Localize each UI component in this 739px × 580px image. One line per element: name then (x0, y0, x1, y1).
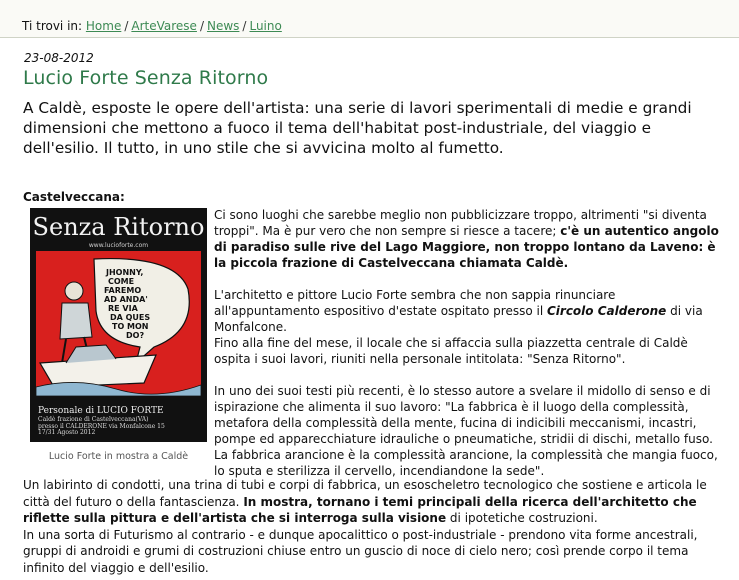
paragraph (23, 477, 723, 527)
poster-title: Senza Ritorno (32, 213, 205, 241)
breadcrumb (0, 0, 739, 38)
image-caption: Lucio Forte in mostra a Caldè (48, 451, 189, 462)
breadcrumb-prefix: Ti trovi in: (22, 19, 83, 33)
breadcrumb-separator: / (242, 19, 247, 33)
paragraph: In una sorta di Futurismo al contrario - e dunque apocalittico o post-industriale - prendono vita forme ancestrali, gruppi di androidi e grumi di costruzioni chiuse entro un guscio di noce di cielo nero; così prende corpo il tema infinito del viaggio e dell'esilio. (23, 527, 698, 575)
breadcrumb-link-home[interactable]: Home (85, 19, 122, 33)
svg-text:JHONNY, COME F: JHONNY, COME FAREMO AD ANDA' RE VIA DA QUES TO MON DO? (104, 268, 151, 340)
paragraph (214, 207, 719, 271)
poster-artwork (36, 251, 201, 396)
poster-line-dates: 17/31 Agosto 2012 (38, 429, 96, 436)
paragraph-bold-text: c'è un autentico angolo di paradiso sulle rive del Lago Maggiore, non troppo lontano da Laveno: è la piccola frazione di Castelveccana chiamata Caldè. (214, 224, 719, 270)
article-image[interactable] (30, 208, 207, 442)
article-body-full (23, 477, 723, 576)
paragraph: Fino alla fine del mese, il locale che si affaccia sulla piazzetta centrale di Caldè ospita i suoi lavori, riuniti nella personale intitolata: "Senza Ritorno". (214, 336, 688, 366)
breadcrumb-link-luino[interactable]: Luino (249, 19, 282, 33)
paragraph-bold-text: In mostra, tornano i temi principali della ricerca dell'architetto che riflette sulla pittura e dell'artista che si interroga sulla visione (23, 494, 697, 525)
poster-line-address: presso il CALDERONE via Monfalcone 15 (38, 422, 165, 430)
article-title: Lucio Forte Senza Ritorno (23, 67, 269, 89)
poster-line-venue: Caldè frazione di Castelveccana(VA) (38, 416, 149, 423)
poster-artwork-drawing (36, 251, 201, 396)
article-body-column (214, 207, 719, 495)
breadcrumb-link-artevarese[interactable]: ArteVarese (131, 19, 197, 33)
paragraph-text: di ipotetiche costruzioni. (446, 511, 598, 525)
poster-info (38, 406, 203, 437)
paragraph-text: di via Monfalcone. (214, 304, 703, 334)
paragraph (214, 287, 719, 335)
article-location: Castelveccana: (23, 190, 125, 204)
article-date: 23-08-2012 (24, 51, 94, 65)
breadcrumb-link-news[interactable]: News (206, 19, 240, 33)
breadcrumb-separator: / (199, 19, 204, 33)
paragraph: In uno dei suoi testi più recenti, è lo stesso autore a svelare il midollo di senso e di ispirazione che alimenta il suo lavoro: "La fabbrica è il luogo della complessità, metafora della complessità della mente, fucina di indicibili meccanismi, incastri, pompe ed apparecchiature idrauliche o pneumatiche, stridii di dischi, metallo fuso. La fabbrica arancione è la complessità arancione, la complessità che mangia fuoco, lo sputa e sterilizza il cervello, incendiandone la sede". (214, 384, 718, 478)
article-lead: A Caldè, esposte le opere dell'artista: una serie di lavori sperimentali di medie e grandi dimensioni che mettono a fuoco il tema dell'habitat post-industriale, del viaggio e dell'esilio. Il tutto, in uno stile che si avvicina molto al fumetto. (23, 99, 692, 157)
paragraph-text: Un labirinto di condotti, una trina di tubi e corpi di fabbrica, un esoscheletro tecnologico che sostiene e articola le città del futuro o della fantascienza. (23, 478, 707, 509)
breadcrumb-separator: / (124, 19, 129, 33)
paragraph-text: L'architetto e pittore Lucio Forte sembra che non sappia rinunciare all'appuntamento espositivo d'estate ospitato presso il (214, 288, 616, 318)
paragraph-text: Ci sono luoghi che sarebbe meglio non pubblicizzare troppo, altrimenti "si diventa troppi". Ma è pur vero che non sempre si riesce a tacere; (214, 208, 707, 238)
poster-url: www.lucioforte.com (88, 242, 149, 249)
paragraph-emphasis: Circolo Calderone (546, 304, 667, 318)
poster-line-artist: Personale di LUCIO FORTE (38, 406, 164, 416)
